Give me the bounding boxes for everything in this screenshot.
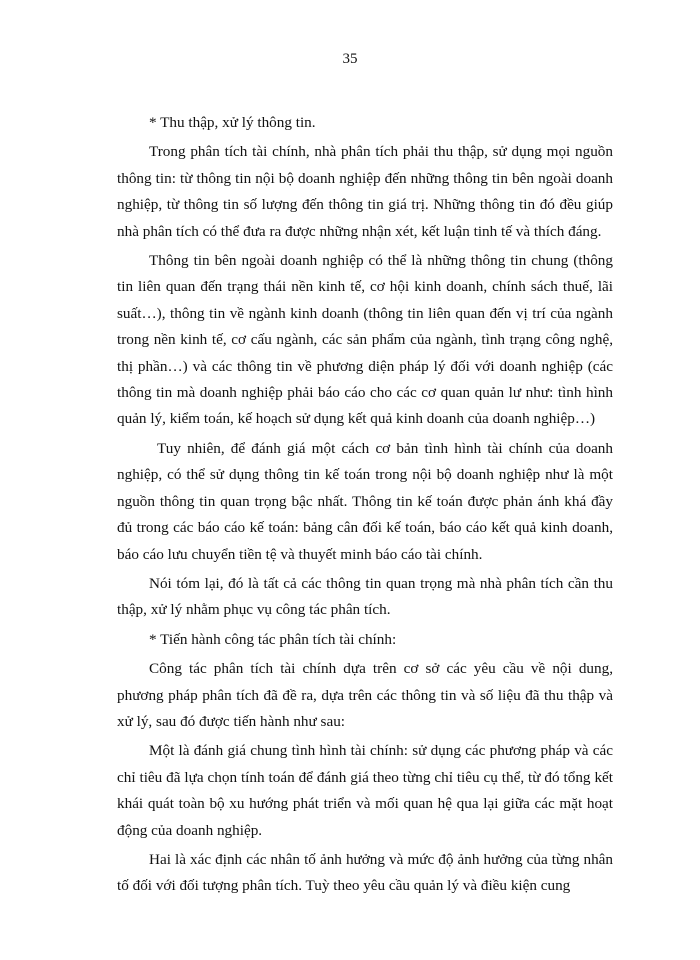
paragraph-summary: Nói tóm lại, đó là tất cả các thông tin quan trọng mà nhà phân tích cần thu thập, xử lý nhằm phục vụ công tác phân tích. [117, 574, 613, 619]
paragraph-analysis-process: Công tác phân tích tài chính dựa trên cơ sở các yêu cầu về nội dung, phương pháp phân tích đã đề ra, dựa trên các thông tin và số liệu đã thu thập và xử lý, sau đó được tiến hành như sau: [117, 660, 613, 730]
page-number: 35 [342, 51, 358, 67]
section-heading-conduct-analysis: * Tiến hành công tác phân tích tài chính: [149, 630, 397, 648]
paragraph-external-information: Thông tin bên ngoài doanh nghiệp có thể là những thông tin chung (thông tin liên quan đến trạng thái nền kinh tế, cơ hội kinh doanh, chính sách thuế, lãi suất…), thông tin về ngành kinh doanh (thông tin liên quan đến vị trí của ngành trong nền kinh tế, cơ cấu ngành, các sản phẩm của ngành, tình trạng công nghệ, thị phần…) và các thông tin về phương diện pháp lý đối với doanh nghiệp (các thông tin mà doanh nghiệp phải báo cáo cho các cơ quan quản lư như: tình hình quản lý, kiểm toán, kế hoạch sử dụng kết quả kinh doanh của doanh nghiệp…) [117, 252, 613, 428]
paragraph-information-sources: Trong phân tích tài chính, nhà phân tích phải thu thập, sử dụng mọi nguồn thông tin: từ thông tin nội bộ doanh nghiệp đến những thông tin bên ngoài doanh nghiệp, từ thông tin số lượng đến thông tin giá trị. Những thông tin đó đều giúp nhà phân tích có thể đưa ra được những nhận xét, kết luận tinh tế và thích đáng. [117, 143, 613, 240]
paragraph-accounting-information: Tuy nhiên, để đánh giá một cách cơ bản tình hình tài chính của doanh nghiệp, có thể sử dụng thông tin kế toán trong nội bộ doanh nghiệp như là một nguồn thông tin quan trọng bậc nhất. Thông tin kế toán được phản ánh khá đầy đủ trong các báo cáo kế toán: bảng cân đối kế toán, báo cáo kết quả kinh doanh, báo cáo lưu chuyển tiền tệ và thuyết minh báo cáo tài chính. [117, 439, 613, 563]
body-text [117, 110, 613, 903]
section-heading-collect-information: * Thu thập, xử lý thông tin. [149, 114, 316, 131]
paragraph-step-two: Hai là xác định các nhân tố ảnh hưởng và mức độ ảnh hưởng của từng nhân tố đối với đối tượng phân tích. Tuỳ theo yêu cầu quản lý và điều kiện cung [117, 850, 613, 895]
paragraph-step-one: Một là đánh giá chung tình hình tài chính: sử dụng các phương pháp và các chỉ tiêu đã lựa chọn tính toán để đánh giá theo từng chỉ tiêu cụ thể, từ đó tổng kết khái quát toàn bộ xu hướng phát triển và mối quan hệ qua lại giữa các mặt hoạt động của doanh nghiệp. [117, 742, 613, 839]
